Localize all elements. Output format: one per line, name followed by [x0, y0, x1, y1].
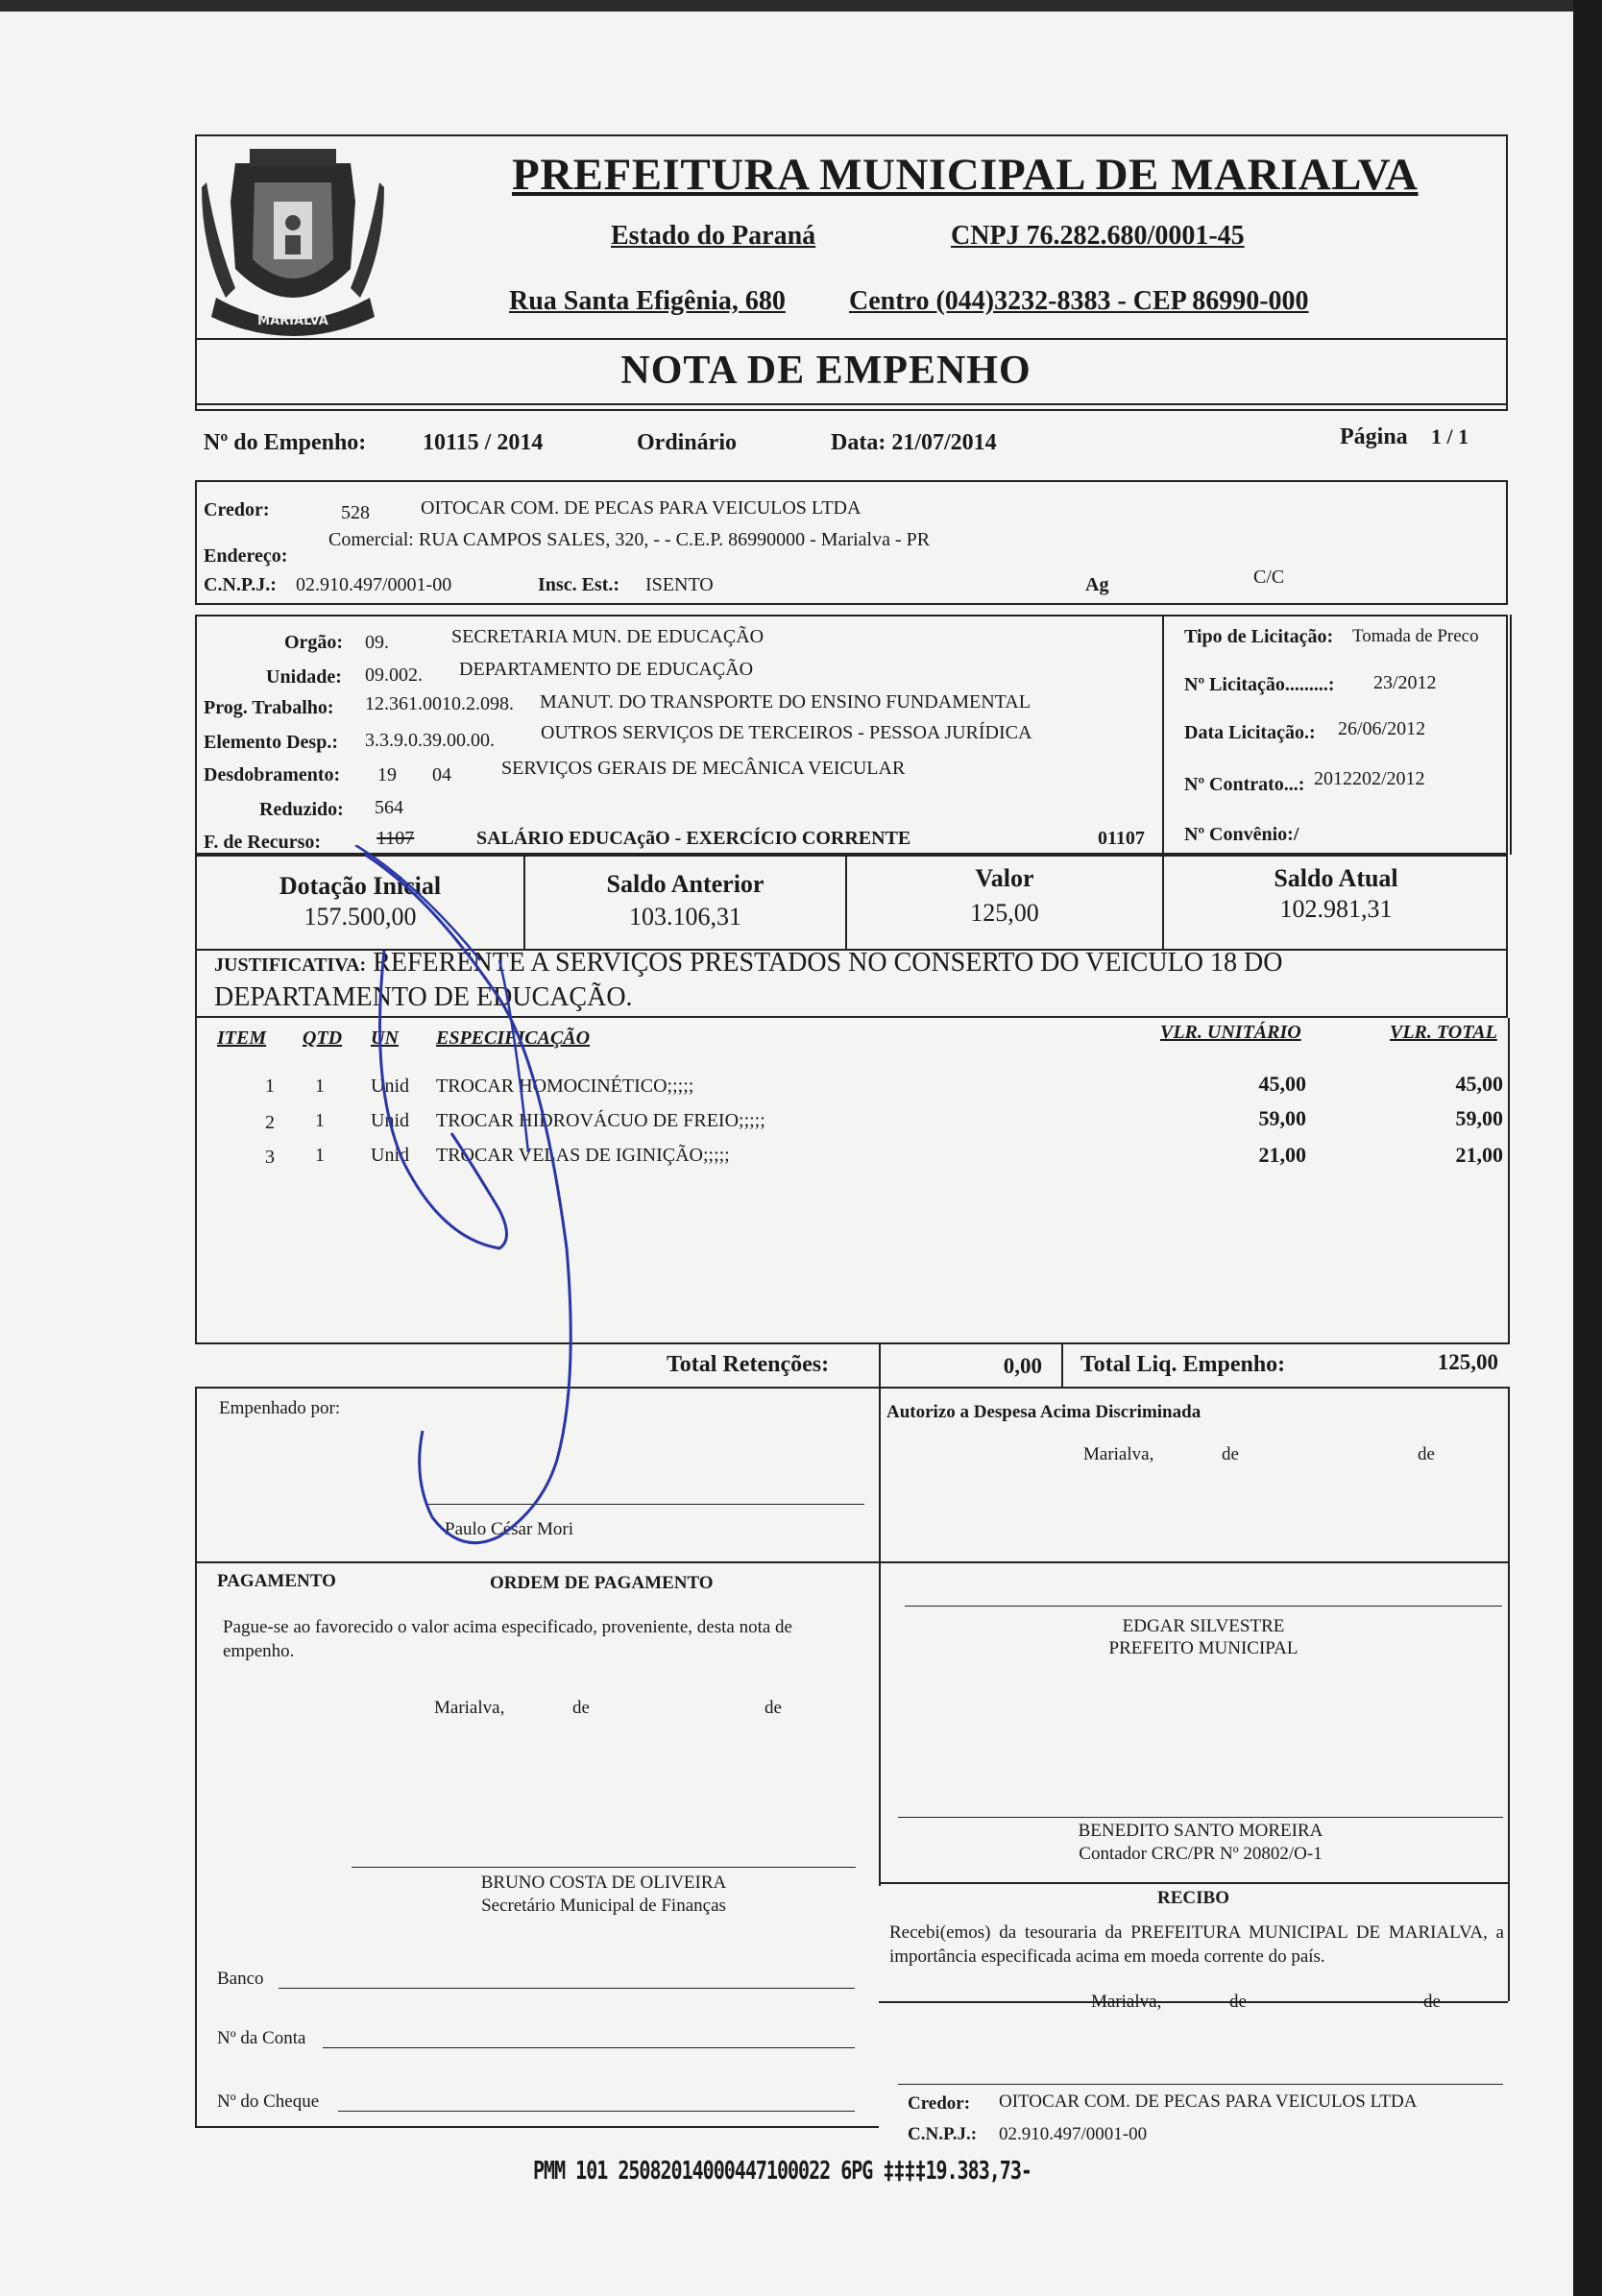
valor-label: Valor — [975, 864, 1034, 892]
ordem-pagamento-label: ORDEM DE PAGAMENTO — [490, 1573, 714, 1593]
autorizo-de1: de — [1222, 1444, 1239, 1464]
justificativa-text1: REFERENTE A SERVIÇOS PRESTADOS NO CONSERTO DO VEICULO 18 DO — [373, 948, 1283, 978]
num-licitacao-label: Nº Licitação.........: — [1184, 674, 1335, 695]
item-number: 1 — [265, 1075, 275, 1097]
desdobramento-code2: 04 — [432, 764, 451, 785]
desdobramento-code1: 19 — [377, 764, 397, 785]
scan-right-edge — [1573, 0, 1602, 2296]
credor-name: OITOCAR COM. DE PECAS PARA VEICULOS LTDA — [421, 497, 862, 519]
prog-value: MANUT. DO TRANSPORTE DO ENSINO FUNDAMENTAL — [540, 691, 1031, 713]
item-vlr-total: 45,00 — [1455, 1072, 1503, 1096]
address-field-label: Endereço: — [204, 545, 288, 567]
elemento-label: Elemento Desp.: — [204, 732, 338, 753]
num-licitacao-value: 23/2012 — [1373, 672, 1437, 693]
orgao-value: SECRETARIA MUN. DE EDUCAÇÃO — [451, 626, 765, 647]
col-item: ITEM — [217, 1027, 267, 1049]
item-number: 2 — [265, 1112, 275, 1133]
autorizo-de2: de — [1418, 1444, 1435, 1464]
pagamento-label: PAGAMENTO — [217, 1571, 336, 1591]
autorizo-city: Marialva, — [1083, 1444, 1154, 1464]
saldo-anterior-label: Saldo Anterior — [606, 870, 765, 898]
data-licitacao-label: Data Licitação.: — [1184, 722, 1316, 743]
justificativa-label: JUSTIFICATIVA: — [214, 955, 367, 976]
svg-text:MARIALVA: MARIALVA — [257, 314, 328, 328]
state-label: Estado do Paraná — [611, 221, 816, 251]
recibo-de2: de — [1423, 1992, 1441, 2012]
empenho-type: Ordinário — [637, 430, 738, 455]
unidade-value: DEPARTAMENTO DE EDUCAÇÃO — [459, 659, 754, 680]
reduzido-label: Reduzido: — [259, 799, 344, 820]
tipo-licitacao-value: Tomada de Preco — [1352, 626, 1479, 646]
credor-address: Comercial: RUA CAMPOS SALES, 320, - - C.E.P. 86990000 - Marialva - PR — [328, 529, 931, 550]
saldo-atual-label: Saldo Atual — [1274, 864, 1398, 892]
recibo-city: Marialva, — [1091, 1992, 1162, 2012]
cheque-label: Nº do Cheque — [217, 2091, 320, 2112]
total-retencoes-value: 0,00 — [1003, 1354, 1042, 1378]
recibo-credor-label: Credor: — [908, 2093, 971, 2114]
banco-label: Banco — [217, 1969, 264, 1989]
item-vlr-unitario: 45,00 — [1258, 1072, 1306, 1096]
saldo-atual-value: 102.981,31 — [1279, 895, 1393, 923]
pagamento-de1: de — [572, 1698, 590, 1718]
item-vlr-unitario: 21,00 — [1258, 1143, 1306, 1167]
contrato-value: 2012202/2012 — [1314, 768, 1425, 789]
item-qtd: 1 — [315, 1145, 325, 1166]
cnpj-label: CNPJ 76.282.680/0001-45 — [951, 221, 1245, 251]
item-vlr-total: 59,00 — [1455, 1106, 1503, 1130]
reduzido-value: 564 — [375, 797, 403, 818]
col-un: UN — [371, 1027, 399, 1049]
address-rest-label: Centro (044)3232-8383 - CEP 86990-000 — [849, 286, 1309, 316]
col-especificacao: ESPECIFICAÇÃO — [436, 1027, 591, 1049]
total-liq-label: Total Liq. Empenho: — [1080, 1352, 1286, 1377]
fonte-label: F. de Recurso: — [204, 832, 322, 853]
cc-label: C/C — [1253, 567, 1285, 588]
recibo-text: Recebi(emos) da tesouraria da PREFEITURA MUNICIPAL DE MARIALVA, a importância especificada acima em moeda corrente do país. — [889, 1922, 1504, 1967]
item-vlr-total: 21,00 — [1455, 1143, 1503, 1167]
insc-label: Insc. Est.: — [538, 574, 620, 595]
credor-label: Credor: — [204, 499, 270, 520]
contador-title: Contador CRC/PR Nº 20802/O-1 — [1079, 1844, 1323, 1864]
ag-label: Ag — [1085, 574, 1109, 595]
pague-se-text: Pague-se ao favorecido o valor acima especificado, proveniente, desta nota de empenho. — [223, 1617, 792, 1661]
empenhado-por-label: Empenhado por: — [219, 1398, 341, 1418]
address-label: Rua Santa Efigênia, 680 — [509, 286, 786, 316]
col-vlr-total: VLR. TOTAL — [1390, 1022, 1497, 1043]
autorizo-label: Autorizo a Despesa Acima Discriminada — [886, 1402, 1202, 1422]
insc-value: ISENTO — [645, 574, 714, 595]
empenho-value: 10115 / 2014 — [423, 430, 544, 455]
page-label: Página — [1340, 424, 1408, 449]
credor-code: 528 — [341, 502, 370, 523]
valor-value: 125,00 — [970, 899, 1039, 927]
item-vlr-unitario: 59,00 — [1258, 1106, 1306, 1130]
empenhado-name: Paulo César Mori — [445, 1519, 574, 1539]
col-vlr-unitario: VLR. UNITÁRIO — [1160, 1022, 1301, 1043]
fonte-number: 01107 — [1098, 828, 1145, 849]
item-qtd: 1 — [315, 1075, 325, 1097]
page-title: PREFEITURA MUNICIPAL DE MARIALVA — [512, 150, 1419, 200]
scan-top-edge — [0, 0, 1602, 12]
pagamento-de2: de — [765, 1698, 782, 1718]
conta-label: Nº da Conta — [217, 2028, 306, 2048]
elemento-value: OUTROS SERVIÇOS DE TERCEIROS - PESSOA JURÍDICA — [541, 722, 1032, 743]
contador-name: BENEDITO SANTO MOREIRA — [1078, 1821, 1323, 1841]
empenho-date: Data: 21/07/2014 — [831, 430, 997, 455]
justificativa-text2: DEPARTAMENTO DE EDUCAÇÃO. — [214, 982, 633, 1012]
municipal-crest-logo — [197, 144, 389, 346]
unidade-label: Unidade: — [266, 666, 342, 688]
empenho-label: Nº do Empenho: — [204, 430, 367, 455]
item-number: 3 — [265, 1147, 275, 1168]
item-especificacao: TROCAR VELAS DE IGINIÇÃO;;;;; — [436, 1145, 730, 1166]
pagamento-city: Marialva, — [434, 1698, 505, 1718]
item-un: Unid — [371, 1110, 409, 1131]
prefeito-title: PREFEITO MUNICIPAL — [1108, 1638, 1299, 1658]
recibo-de1: de — [1229, 1992, 1247, 2012]
fonte-value: SALÁRIO EDUCAçãO - EXERCÍCIO CORRENTE — [476, 828, 911, 849]
tipo-licitacao-label: Tipo de Licitação: — [1184, 626, 1334, 647]
secretario-title: Secretário Municipal de Finanças — [481, 1896, 726, 1916]
prog-code: 12.361.0010.2.098. — [365, 693, 514, 714]
dotacao-value: 157.500,00 — [303, 903, 417, 930]
item-especificacao: TROCAR HOMOCINÉTICO;;;;; — [436, 1075, 694, 1097]
recibo-cnpj: 02.910.497/0001-00 — [999, 2124, 1148, 2144]
fonte-code: 1107 — [376, 828, 415, 849]
doc-title: NOTA DE EMPENHO — [620, 349, 1032, 393]
orgao-label: Orgão: — [284, 632, 344, 653]
total-retencoes-label: Total Retenções: — [667, 1352, 830, 1377]
item-un: Unid — [371, 1075, 409, 1097]
item-un: Unid — [371, 1145, 409, 1166]
data-licitacao-value: 26/06/2012 — [1338, 718, 1426, 739]
credor-cnpj: 02.910.497/0001-00 — [296, 574, 452, 595]
cnpj-field-label: C.N.P.J.: — [204, 574, 277, 595]
desdobramento-label: Desdobramento: — [204, 764, 341, 785]
orgao-code: 09. — [365, 632, 389, 653]
contrato-label: Nº Contrato...: — [1184, 774, 1305, 795]
desdobramento-value: SERVIÇOS GERAIS DE MECÂNICA VEICULAR — [501, 758, 906, 779]
recibo-cnpj-label: C.N.P.J.: — [908, 2124, 978, 2144]
recibo-credor-name: OITOCAR COM. DE PECAS PARA VEICULOS LTDA — [999, 2091, 1418, 2112]
item-qtd: 1 — [315, 1110, 325, 1131]
elemento-code: 3.3.9.0.39.00.00. — [365, 730, 495, 751]
item-especificacao: TROCAR HIDROVÁCUO DE FREIO;;;;; — [436, 1110, 765, 1131]
handwritten-signature — [327, 845, 653, 1575]
secretario-name: BRUNO COSTA DE OLIVEIRA — [480, 1873, 727, 1893]
col-qtd: QTD — [303, 1027, 343, 1049]
saldo-anterior-value: 103.106,31 — [629, 903, 741, 930]
dotacao-label: Dotação Inicial — [279, 872, 442, 900]
barcode-text: PMM 101 25082014000447100022 6PG ‡‡‡‡19.383,73- — [533, 2155, 1032, 2186]
page-value: 1 / 1 — [1431, 424, 1469, 448]
prefeito-name: EDGAR SILVESTRE — [1122, 1616, 1285, 1636]
unidade-code: 09.002. — [365, 665, 423, 686]
total-liq-value: 125,00 — [1437, 1350, 1498, 1374]
recibo-label: RECIBO — [1157, 1888, 1229, 1908]
convenio-label: Nº Convênio:/ — [1184, 824, 1299, 845]
prog-label: Prog. Trabalho: — [204, 697, 334, 718]
